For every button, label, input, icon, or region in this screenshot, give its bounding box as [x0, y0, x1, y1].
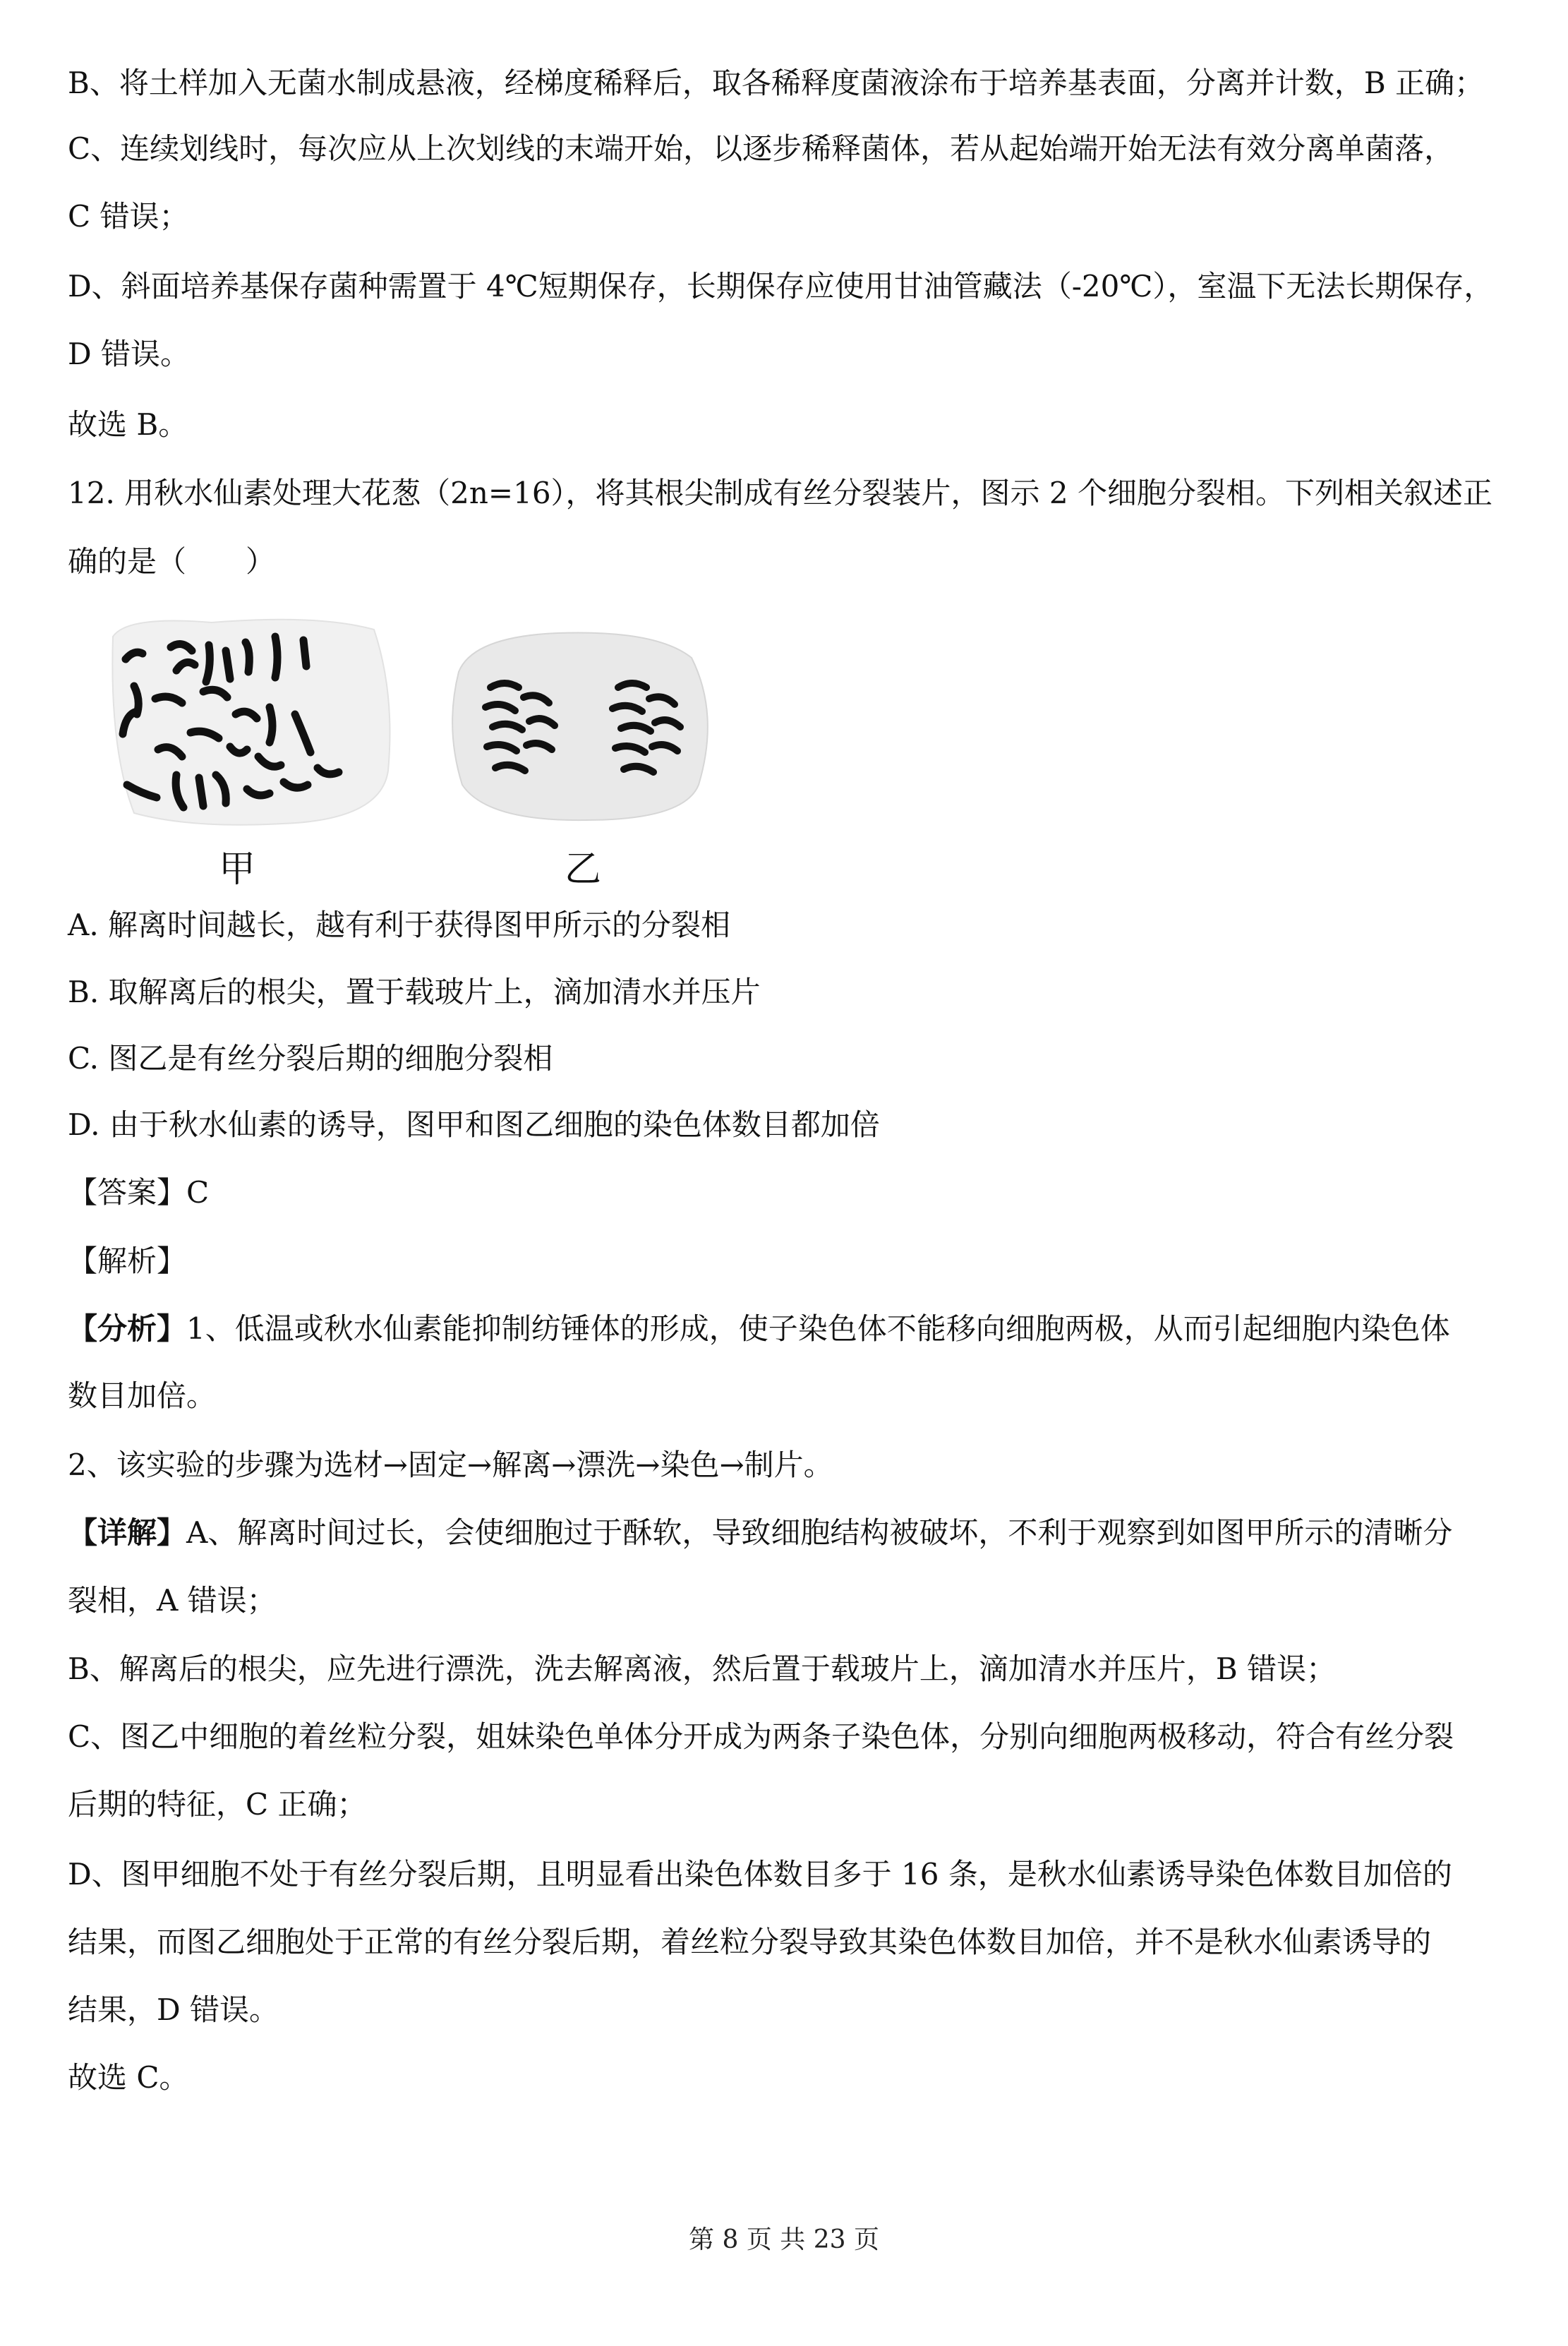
question-stem-1: 12. 用秋水仙素处理大花葱（2n=16），将其根尖制成有丝分裂装片，图示 2 个细胞分裂相。下列相关叙述正	[68, 476, 1492, 510]
cell-figure-drawing	[106, 608, 741, 834]
fenxi-text-1: 1、低温或秋水仙素能抑制纺锤体的形成，使子染色体不能移向细胞两极，从而引起细胞内染色体	[186, 1311, 1450, 1346]
option-b: B. 取解离后的根尖，置于载玻片上，滴加清水并压片	[68, 975, 761, 1009]
xiangjie-tag: 【详解】	[68, 1515, 187, 1550]
cell-yi	[452, 632, 708, 820]
xiangjie-line-d-3: 结果，D 错误。	[68, 1992, 279, 2027]
xiangjie-line-d-1: D、图甲细胞不处于有丝分裂后期，且明显看出染色体数目多于 16 条，是秋水仙素诱导染色体数目加倍的	[68, 1857, 1452, 1891]
fenxi-line-2: 数目加倍。	[68, 1378, 217, 1413]
fenxi-tag: 【分析】	[68, 1311, 187, 1346]
figure-label-yi: 乙	[565, 848, 602, 891]
prev-analysis-b: B、将土样加入无菌水制成悬液，经梯度稀释后，取各稀释度菌液涂布于培养基表面，分离并计数，B 正确；	[68, 66, 1485, 100]
option-d: D. 由于秋水仙素的诱导，图甲和图乙细胞的染色体数目都加倍	[68, 1107, 880, 1142]
question-stem-2: 确的是（ ）	[68, 544, 276, 579]
page-number: 第 8 页 共 23 页	[689, 2225, 879, 2254]
xiangjie-text-a-1: A、解离时间过长，会使细胞过于酥软，导致细胞结构被破坏，不利于观察到如图甲所示的清晰分	[186, 1515, 1453, 1550]
prev-analysis-c-2: C 错误；	[68, 199, 189, 234]
answer-line: 【答案】C	[68, 1175, 210, 1210]
xiangjie-line-c-2: 后期的特征，C 正确；	[68, 1787, 367, 1822]
xiangjie-line-a-2: 裂相，A 错误；	[68, 1583, 277, 1618]
xiangjie-line-a-1	[68, 1513, 1500, 1553]
xiangjie-line-d-2: 结果，而图乙细胞处于正常的有丝分裂后期，着丝粒分裂导致其染色体数目加倍，并不是秋水仙素诱导的	[68, 1925, 1432, 1959]
analysis-heading: 【解析】	[68, 1244, 187, 1278]
option-c: C. 图乙是有丝分裂后期的细胞分裂相	[68, 1041, 553, 1076]
prev-analysis-c-1: C、连续划线时，每次应从上次划线的末端开始，以逐步稀释菌体，若从起始端开始无法有效分离单菌落，	[68, 131, 1454, 166]
prev-analysis-d-2: D 错误。	[68, 337, 191, 371]
prev-choice: 故选 B。	[68, 407, 188, 442]
xiangjie-line-c-1: C、图乙中细胞的着丝粒分裂，姐妹染色单体分开成为两条子染色体，分别向细胞两极移动，符合有丝分裂	[68, 1719, 1454, 1754]
answer-choice: 故选 C。	[68, 2060, 189, 2095]
cell-jia	[112, 620, 390, 825]
xiangjie-line-b: B、解离后的根尖，应先进行漂洗，洗去解离液，然后置于载玻片上，滴加清水并压片，B 错误；	[68, 1652, 1337, 1686]
figure-label-jia: 甲	[219, 848, 256, 891]
option-a: A. 解离时间越长，越有利于获得图甲所示的分裂相	[68, 908, 731, 942]
prev-analysis-d-1: D、斜面培养基保存菌种需置于 4℃短期保存，长期保存应使用甘油管藏法（-20℃），室温下无法长期保存，	[68, 269, 1494, 303]
fenxi-line-3: 2、该实验的步骤为选材→固定→解离→漂洗→染色→制片。	[68, 1448, 833, 1482]
cell-figure	[106, 608, 741, 912]
fenxi-line-1	[68, 1309, 1500, 1349]
